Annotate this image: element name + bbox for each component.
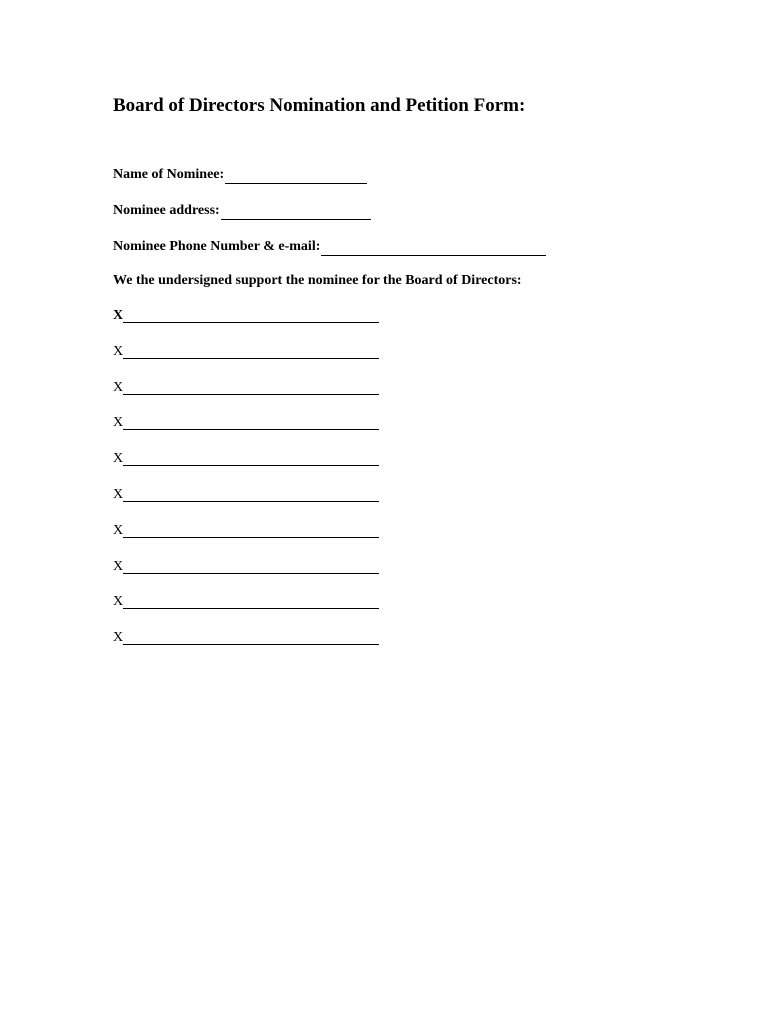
nominee-name-label: Name of Nominee: xyxy=(113,167,225,182)
support-statement: We the undersigned support the nominee for the Board of Directors: xyxy=(113,273,522,288)
signature-mark: X xyxy=(113,451,124,467)
signature-line[interactable] xyxy=(113,486,393,522)
signature-blank[interactable] xyxy=(123,450,379,466)
signature-mark: X xyxy=(113,630,124,646)
signature-line[interactable] xyxy=(113,593,393,629)
signature-blank[interactable] xyxy=(123,414,379,430)
signature-line[interactable] xyxy=(113,522,393,558)
nominee-address-blank[interactable] xyxy=(221,205,371,220)
nominee-name-field xyxy=(113,164,367,184)
signature-line[interactable] xyxy=(113,558,393,594)
nominee-contact-blank[interactable] xyxy=(321,241,546,256)
signature-line[interactable] xyxy=(113,343,393,379)
signature-blank[interactable] xyxy=(123,486,379,502)
signature-blank[interactable] xyxy=(123,558,379,574)
signature-mark: X xyxy=(113,308,124,323)
signature-blank[interactable] xyxy=(123,307,379,323)
signature-mark: X xyxy=(113,379,124,395)
signature-mark: X xyxy=(113,522,124,538)
signature-line[interactable] xyxy=(113,379,393,415)
signature-mark: X xyxy=(113,415,124,431)
signature-line[interactable] xyxy=(113,450,393,486)
signature-blank[interactable] xyxy=(123,522,379,538)
nominee-contact-field xyxy=(113,236,546,256)
signature-blank[interactable] xyxy=(123,629,379,645)
signature-line[interactable] xyxy=(113,629,393,665)
signature-line[interactable] xyxy=(113,414,393,450)
signature-blank[interactable] xyxy=(123,343,379,359)
signature-mark: X xyxy=(113,486,124,502)
signature-line[interactable] xyxy=(113,307,393,343)
form-title: Board of Directors Nomination and Petition Form: xyxy=(113,95,526,116)
nominee-contact-label: Nominee Phone Number & e-mail: xyxy=(113,239,321,254)
signature-mark: X xyxy=(113,594,124,610)
nominee-address-label: Nominee address: xyxy=(113,203,220,218)
signature-blank[interactable] xyxy=(123,593,379,609)
signature-list xyxy=(113,307,393,665)
signature-mark: X xyxy=(113,558,124,574)
nominee-address-field xyxy=(113,200,371,220)
signature-mark: X xyxy=(113,343,124,359)
signature-blank[interactable] xyxy=(123,379,379,395)
nominee-name-blank[interactable] xyxy=(225,169,367,184)
